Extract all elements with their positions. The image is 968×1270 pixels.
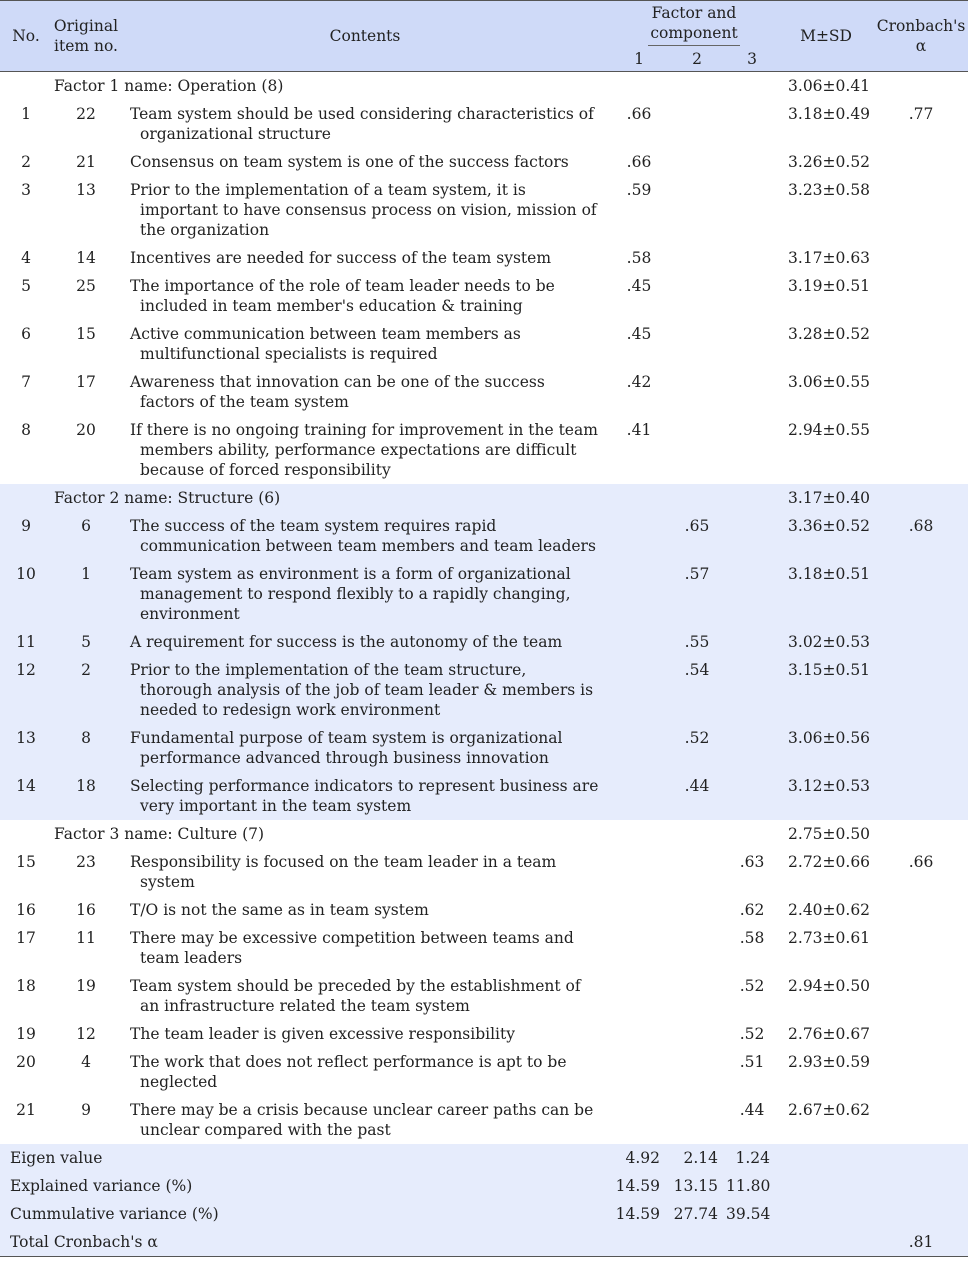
row-factor-3 (726, 772, 778, 820)
row-cronbach (874, 724, 968, 772)
summary-row (0, 1200, 968, 1228)
row-factor-1 (610, 924, 668, 972)
table-row (0, 244, 968, 272)
row-cronbach (874, 972, 968, 1020)
row-no: 18 (16, 977, 36, 995)
row-factor-1 (610, 1020, 668, 1048)
row-factor-3 (726, 560, 778, 628)
row-cronbach (874, 628, 968, 656)
row-no: 13 (16, 729, 36, 747)
header-factor-component (610, 1, 778, 48)
row-no: 12 (16, 661, 36, 679)
row-contents: Responsibility is focused on the team leader in a team system (130, 853, 557, 891)
row-cronbach (874, 368, 968, 416)
row-cronbach (874, 416, 968, 484)
row-factor-1 (610, 628, 668, 656)
row-msd: 3.19±0.51 (788, 277, 871, 295)
summary-row (0, 1228, 968, 1257)
row-contents: The importance of the role of team leader needs to be included in team member's education & training (130, 277, 555, 315)
row-msd: 3.12±0.53 (788, 777, 871, 795)
factor-1-group (0, 72, 968, 485)
row-contents: Team system as environment is a form of organizational management to respond flexibly to a rapidly changing, environment (130, 565, 571, 623)
row-factor-3: .58 (739, 929, 765, 947)
row-factor-3 (726, 512, 778, 560)
row-cronbach (874, 320, 968, 368)
row-original-item: 13 (76, 181, 96, 199)
header-original-line2: item no. (54, 37, 118, 55)
row-no: 15 (16, 853, 36, 871)
row-contents: The success of the team system requires rapid communication between team members and team leaders (130, 517, 596, 555)
row-original-item: 25 (76, 277, 96, 295)
row-msd: 2.76±0.67 (788, 1025, 871, 1043)
row-no: 17 (16, 929, 36, 947)
row-original-item: 20 (76, 421, 96, 439)
row-factor-1 (610, 512, 668, 560)
header-msd: M±SD (800, 27, 852, 45)
row-factor-1 (610, 724, 668, 772)
table-row (0, 320, 968, 368)
row-factor-2: .55 (684, 633, 710, 651)
summary-row (0, 1144, 968, 1172)
summary-cronbach (874, 1200, 968, 1228)
table-header (0, 1, 968, 72)
row-no: 20 (16, 1053, 36, 1071)
summary-group (0, 1144, 968, 1257)
row-factor-1: .66 (626, 153, 652, 171)
row-no: 21 (16, 1101, 36, 1119)
table-row (0, 848, 968, 896)
row-contents: The work that does not reflect performance is apt to be neglected (130, 1053, 567, 1091)
row-factor-1: .45 (626, 325, 652, 343)
row-contents: Incentives are needed for success of the team system (130, 249, 552, 267)
row-contents: Team system should be preceded by the establishment of an infrastructure related the team system (130, 977, 581, 1015)
row-cronbach (874, 244, 968, 272)
row-msd: 3.06±0.56 (788, 729, 871, 747)
summary-factor-2: 27.74 (668, 1200, 726, 1228)
factor-2-group (0, 484, 968, 820)
factor-title: Factor 1 name: Operation (8) (54, 77, 284, 95)
row-factor-3: .52 (739, 1025, 765, 1043)
row-factor-2 (668, 416, 726, 484)
factor-msd: 3.17±0.40 (788, 489, 871, 507)
row-contents: A requirement for success is the autonomy of the team (130, 633, 563, 651)
row-factor-2 (668, 100, 726, 148)
table-row (0, 972, 968, 1020)
row-factor-2 (668, 1020, 726, 1048)
empty-cell (874, 484, 968, 512)
row-msd: 3.02±0.53 (788, 633, 871, 651)
factor-title: Factor 2 name: Structure (6) (54, 489, 281, 507)
row-cronbach: .66 (908, 853, 934, 871)
row-original-item: 8 (81, 729, 91, 747)
row-original-item: 19 (76, 977, 96, 995)
row-no: 1 (21, 105, 31, 123)
row-factor-2 (668, 1048, 726, 1096)
row-cronbach (874, 656, 968, 724)
row-factor-1: .41 (626, 421, 652, 439)
row-original-item: 9 (81, 1101, 91, 1119)
summary-label: Eigen value (0, 1144, 610, 1172)
row-original-item: 15 (76, 325, 96, 343)
summary-msd (778, 1144, 874, 1172)
table-row (0, 628, 968, 656)
header-factor-3: 3 (747, 50, 757, 68)
row-factor-2 (668, 896, 726, 924)
row-original-item: 17 (76, 373, 96, 391)
row-msd: 3.36±0.52 (788, 517, 871, 535)
row-msd: 3.18±0.49 (788, 105, 871, 123)
row-factor-3: .44 (739, 1101, 765, 1119)
row-msd: 3.28±0.52 (788, 325, 871, 343)
summary-factor-1 (610, 1228, 668, 1257)
header-factor-component-title (648, 3, 739, 46)
row-contents: Selecting performance indicators to represent business are very important in the team system (130, 777, 599, 815)
summary-factor-2 (668, 1228, 726, 1257)
table-row (0, 724, 968, 772)
row-factor-2 (668, 176, 726, 244)
row-no: 10 (16, 565, 36, 583)
row-contents: There may be a crisis because unclear career paths can be unclear compared with the past (130, 1101, 594, 1139)
row-factor-1: .66 (626, 105, 652, 123)
row-factor-2: .44 (684, 777, 710, 795)
summary-label: Explained variance (%) (0, 1172, 610, 1200)
row-contents: Fundamental purpose of team system is organizational performance advanced through business innovation (130, 729, 563, 767)
row-factor-2 (668, 924, 726, 972)
row-factor-1 (610, 656, 668, 724)
row-original-item: 23 (76, 853, 96, 871)
row-factor-1 (610, 560, 668, 628)
table-row (0, 772, 968, 820)
row-no: 19 (16, 1025, 36, 1043)
row-contents: The team leader is given excessive responsibility (130, 1025, 516, 1043)
summary-cronbach: .81 (874, 1228, 968, 1257)
row-cronbach (874, 1020, 968, 1048)
header-factor-1: 1 (634, 50, 644, 68)
row-factor-2 (668, 148, 726, 176)
row-factor-1: .59 (626, 181, 652, 199)
row-factor-1 (610, 896, 668, 924)
row-original-item: 4 (81, 1053, 91, 1071)
header-cronbach-line2: α (915, 37, 927, 55)
empty-cell (0, 820, 52, 848)
empty-cell (874, 72, 968, 101)
row-no: 7 (21, 373, 31, 391)
table-row (0, 1020, 968, 1048)
row-factor-2: .52 (684, 729, 710, 747)
row-factor-3 (726, 656, 778, 724)
row-original-item: 6 (81, 517, 91, 535)
summary-msd (778, 1172, 874, 1200)
row-no: 5 (21, 277, 31, 295)
header-fc-line2: component (650, 23, 738, 42)
row-msd: 2.73±0.61 (788, 929, 871, 947)
row-contents: Active communication between team members as multifunctional specialists is required (130, 325, 521, 363)
header-contents: Contents (329, 27, 401, 45)
row-original-item: 2 (81, 661, 91, 679)
row-factor-3: .52 (739, 977, 765, 995)
row-original-item: 12 (76, 1025, 96, 1043)
row-factor-1: .58 (626, 249, 652, 267)
row-original-item: 1 (81, 565, 91, 583)
table-row (0, 512, 968, 560)
table-row (0, 368, 968, 416)
row-no: 9 (21, 517, 31, 535)
row-contents: Prior to the implementation of the team structure, thorough analysis of the job of team leader & members is needed to redesign work environment (130, 661, 594, 719)
summary-msd (778, 1228, 874, 1257)
row-factor-2: .54 (684, 661, 710, 679)
row-factor-1 (610, 1048, 668, 1096)
table-row (0, 176, 968, 244)
row-contents: Team system should be used considering characteristics of organizational structure (130, 105, 594, 143)
factor-title: Factor 3 name: Culture (7) (54, 825, 265, 843)
row-factor-2 (668, 244, 726, 272)
header-cronbach (874, 1, 968, 72)
row-cronbach (874, 176, 968, 244)
row-factor-3: .63 (739, 853, 765, 871)
table-row (0, 560, 968, 628)
row-factor-3 (726, 244, 778, 272)
row-msd: 3.23±0.58 (788, 181, 871, 199)
row-factor-2 (668, 1096, 726, 1144)
summary-factor-3: 39.54 (726, 1200, 778, 1228)
row-no: 8 (21, 421, 31, 439)
row-factor-2 (668, 972, 726, 1020)
row-original-item: 22 (76, 105, 96, 123)
factor-msd: 3.06±0.41 (788, 77, 871, 95)
row-cronbach: .77 (908, 105, 934, 123)
row-cronbach (874, 896, 968, 924)
row-no: 11 (16, 633, 36, 651)
row-cronbach (874, 772, 968, 820)
summary-factor-1: 14.59 (610, 1172, 668, 1200)
row-factor-3: .62 (739, 901, 765, 919)
row-msd: 2.67±0.62 (788, 1101, 871, 1119)
row-no: 2 (21, 153, 31, 171)
row-cronbach (874, 1048, 968, 1096)
row-msd: 3.17±0.63 (788, 249, 871, 267)
table-row (0, 1096, 968, 1144)
summary-label: Total Cronbach's α (0, 1228, 610, 1257)
row-factor-2 (668, 848, 726, 896)
table-row (0, 896, 968, 924)
table-row (0, 272, 968, 320)
summary-factor-3: 11.80 (726, 1172, 778, 1200)
row-cronbach (874, 560, 968, 628)
row-msd: 3.18±0.51 (788, 565, 871, 583)
row-factor-2 (668, 272, 726, 320)
row-no: 16 (16, 901, 36, 919)
row-no: 14 (16, 777, 36, 795)
table-row (0, 148, 968, 176)
table-row (0, 924, 968, 972)
row-contents: There may be excessive competition between teams and team leaders (130, 929, 574, 967)
row-msd: 2.40±0.62 (788, 901, 871, 919)
factor-3-group (0, 820, 968, 1144)
table-row (0, 1048, 968, 1096)
row-msd: 2.94±0.55 (788, 421, 871, 439)
header-cronbach-line1: Cronbach's (876, 17, 966, 35)
row-factor-2 (668, 320, 726, 368)
row-no: 4 (21, 249, 31, 267)
row-factor-3 (726, 724, 778, 772)
row-cronbach (874, 272, 968, 320)
row-factor-1: .45 (626, 277, 652, 295)
row-msd: 2.94±0.50 (788, 977, 871, 995)
row-original-item: 18 (76, 777, 96, 795)
empty-cell (0, 72, 52, 101)
row-no: 6 (21, 325, 31, 343)
header-fc-line1: Factor and (651, 3, 737, 22)
table-row (0, 656, 968, 724)
empty-cell (0, 484, 52, 512)
factor-title-row (0, 72, 968, 101)
row-cronbach (874, 924, 968, 972)
factor-title-row (0, 820, 968, 848)
summary-factor-3 (726, 1228, 778, 1257)
summary-label: Cummulative variance (%) (0, 1200, 610, 1228)
row-contents: Consensus on team system is one of the success factors (130, 153, 569, 171)
row-cronbach (874, 148, 968, 176)
row-cronbach (874, 1096, 968, 1144)
row-factor-1 (610, 848, 668, 896)
row-factor-3 (726, 320, 778, 368)
row-msd: 3.06±0.55 (788, 373, 871, 391)
row-contents: T/O is not the same as in team system (130, 901, 429, 919)
row-contents: Prior to the implementation of a team system, it is important to have consensus process on vision, mission of the organization (130, 181, 597, 239)
row-contents: If there is no ongoing training for improvement in the team members ability, performance expectations are difficult because of forced responsibility (130, 421, 598, 479)
row-original-item: 21 (76, 153, 96, 171)
table-row (0, 416, 968, 484)
summary-factor-2: 13.15 (668, 1172, 726, 1200)
summary-row (0, 1172, 968, 1200)
row-factor-3 (726, 100, 778, 148)
row-factor-2: .57 (684, 565, 710, 583)
factor-title-row (0, 484, 968, 512)
row-original-item: 14 (76, 249, 96, 267)
header-no: No. (12, 27, 40, 45)
row-cronbach: .68 (908, 517, 934, 535)
row-contents: Awareness that innovation can be one of the success factors of the team system (130, 373, 545, 411)
header-original-item (52, 1, 120, 72)
row-factor-1: .42 (626, 373, 652, 391)
row-original-item: 5 (81, 633, 91, 651)
header-factor-2: 2 (692, 50, 702, 68)
summary-factor-1: 14.59 (610, 1200, 668, 1228)
factor-msd: 2.75±0.50 (788, 825, 871, 843)
row-factor-1 (610, 972, 668, 1020)
row-factor-2 (668, 368, 726, 416)
summary-cronbach (874, 1144, 968, 1172)
row-factor-3 (726, 628, 778, 656)
row-msd: 3.15±0.51 (788, 661, 871, 679)
row-original-item: 16 (76, 901, 96, 919)
row-factor-2: .65 (684, 517, 710, 535)
empty-cell (874, 820, 968, 848)
row-original-item: 11 (76, 929, 96, 947)
summary-msd (778, 1200, 874, 1228)
header-original-line1: Original (53, 17, 119, 35)
table-row (0, 100, 968, 148)
row-msd: 2.93±0.59 (788, 1053, 871, 1071)
row-no: 3 (21, 181, 31, 199)
row-factor-1 (610, 772, 668, 820)
summary-factor-2: 2.14 (668, 1144, 726, 1172)
summary-factor-3: 1.24 (726, 1144, 778, 1172)
row-factor-3 (726, 176, 778, 244)
row-msd: 2.72±0.66 (788, 853, 871, 871)
row-factor-3 (726, 368, 778, 416)
row-factor-3 (726, 272, 778, 320)
row-factor-3 (726, 148, 778, 176)
row-factor-1 (610, 1096, 668, 1144)
row-msd: 3.26±0.52 (788, 153, 871, 171)
row-factor-3: .51 (739, 1053, 765, 1071)
row-factor-3 (726, 416, 778, 484)
summary-cronbach (874, 1172, 968, 1200)
summary-factor-1: 4.92 (610, 1144, 668, 1172)
